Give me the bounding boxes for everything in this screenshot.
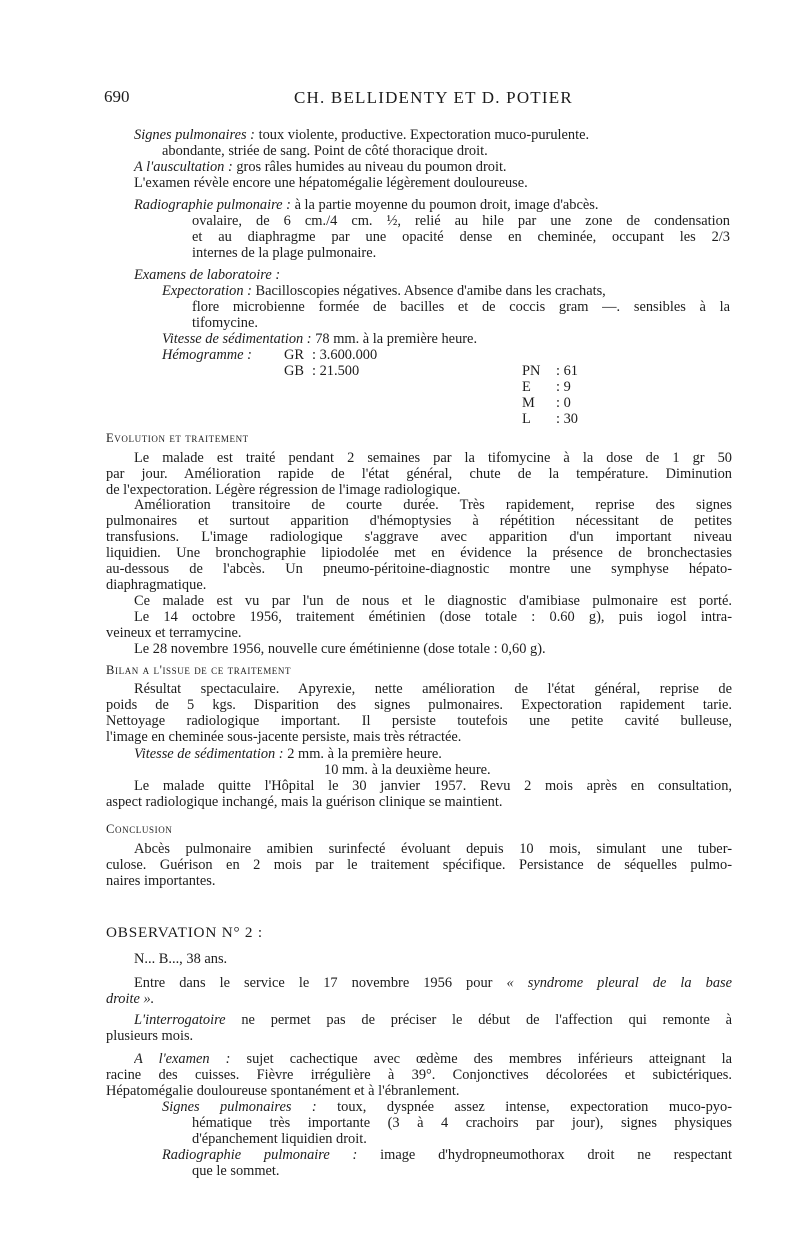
evolution-heading: Evolution et traitement: [106, 431, 249, 445]
examen-line-1: [134, 1051, 732, 1068]
obs-radio-text-1: image d'hydropneumothorax droit ne respectant: [380, 1147, 732, 1163]
evolution-p2-line: Amélioration transitoire de courte durée. Très rapidement, reprise des signes: [134, 497, 732, 513]
evolution-p2-line: au-dessous de l'abcès. Un pneumo-péritoine-diagnostic montre une symphyse hépato-: [106, 561, 732, 577]
bilan-heading: Bilan a l'issue de ce traitement: [106, 663, 292, 677]
interro-label: L'interrogatoire: [134, 1012, 226, 1028]
radio-line-1: [134, 197, 598, 214]
gr-value: : 3.600.000: [312, 347, 378, 363]
interro-text-2: plusieurs mois.: [106, 1028, 194, 1044]
gr-label: GR: [284, 347, 304, 363]
page-number: 690: [104, 87, 130, 106]
examen-label: A l'examen :: [134, 1051, 231, 1067]
radio-text-3: et au diaphragme par une opacité dense en cheminée, occupant les 2/3: [192, 229, 730, 245]
bilan-p1-line: l'image en cheminée sous-jacente persiste, mais très rétractée.: [106, 729, 462, 745]
signes-line: [134, 127, 589, 144]
evolution-p1-line: Le malade est traité pendant 2 semaines par la tifomycine à la dose de 1 gr 50: [134, 450, 732, 466]
signes-text: toux violente, productive. Expectoration muco-purulente.: [258, 127, 590, 143]
conclusion-line: Abcès pulmonaire amibien surinfecté évoluant depuis 10 mois, simulant une tuber-: [134, 841, 732, 857]
bilan-p1-line: poids de 5 kgs. Disparition des signes pulmonaires. Expectoration rapidement tarie.: [106, 697, 732, 713]
labo-heading: Examens de laboratoire :: [134, 267, 281, 283]
obs-radio-label: Radiographie pulmonaire :: [162, 1147, 358, 1163]
radio-label: Radiographie pulmonaire :: [134, 197, 291, 213]
bilan-p2-line: aspect radiologique inchangé, mais la guérison clinique se maintient.: [106, 794, 503, 810]
signes-continuation: abondante, striée de sang. Point de côté thoracique droit.: [162, 143, 488, 159]
evolution-p4-line: veineux et terramycine.: [106, 625, 242, 641]
bilan-p1-line: Nettoyage radiologique important. Il persiste toutefois une petite cavité bulleuse,: [106, 713, 732, 729]
formula-value: : 0: [556, 395, 571, 411]
obs-signes-text-2: hématique très importante (3 à 4 crachoirs par jour), signes physiques: [192, 1115, 732, 1131]
interro-line-1: [134, 1012, 732, 1029]
entry-line-2: droite ».: [106, 991, 155, 1007]
vitesse-text: 78 mm. à la première heure.: [315, 331, 478, 347]
auscultation-text: gros râles humides au niveau du poumon droit.: [236, 159, 507, 175]
obs-signes-line-1: [162, 1099, 732, 1116]
evolution-p3: Ce malade est vu par l'un de nous et le diagnostic d'amibiase pulmonaire est porté.: [134, 593, 732, 609]
obs-signes-text-1: toux, dyspnée assez intense, expectoration muco-pyo-: [337, 1099, 732, 1115]
radio-text-4: internes de la plage pulmonaire.: [192, 245, 377, 261]
formula-value: : 9: [556, 379, 571, 395]
interro-text-1: ne permet pas de préciser le début de l'affection qui remonte à: [241, 1012, 732, 1028]
radio-text-1: à la partie moyenne du poumon droit, image d'abcès.: [294, 197, 599, 213]
conclusion-heading: Conclusion: [106, 822, 173, 836]
radio-text-2: ovalaire, de 6 cm./4 cm. ½, relié au hile par une zone de condensation: [192, 213, 730, 229]
signes-label: Signes pulmonaires :: [134, 127, 255, 143]
examen-text-2: racine des cuisses. Fièvre irrégulière à 39°. Conjonctives décolorées et subictériques.: [106, 1067, 732, 1083]
hemo-label: Hémogramme :: [162, 347, 252, 363]
examen-line: L'examen révèle encore une hépatomégalie légèrement douloureuse.: [134, 175, 528, 191]
examen-text-1: sujet cachectique avec œdème des membres inférieurs atteignant la: [246, 1051, 732, 1067]
expect-line-1: [162, 283, 606, 300]
evolution-p2-line: transfusions. L'image radiologique s'aggrave avec apparition d'un important niveau: [106, 529, 732, 545]
gb-value: : 21.500: [312, 363, 360, 379]
formula-label: M: [522, 395, 535, 411]
expect-text-3: tifomycine.: [192, 315, 258, 331]
entry-quote: « syndrome pleural de la base: [506, 975, 732, 991]
entry-text: Entre dans le service le 17 novembre 1956 pour: [134, 975, 493, 991]
evolution-p2-line: liquidien. Une bronchographie lipiodolée met en évidence la présence de bronchectasies: [106, 545, 732, 561]
formula-label: E: [522, 379, 531, 395]
formula-value: : 61: [556, 363, 578, 379]
examen-text-3: Hépatomégalie douloureuse spontanément et à l'ébranlement.: [106, 1083, 460, 1099]
conclusion-line: culose. Guérison en 2 mois par le traitement spécifique. Persistance de séquelles pulmo-: [106, 857, 732, 873]
formula-value: : 30: [556, 411, 578, 427]
evolution-p1-line: par jour. Amélioration rapide de l'état général, chute de la température. Diminution: [106, 466, 732, 482]
bilan-vitesse-2: 10 mm. à la deuxième heure.: [324, 762, 491, 778]
bilan-vitesse-label: Vitesse de sédimentation :: [134, 746, 284, 762]
bilan-vitesse-1: 2 mm. à la première heure.: [287, 746, 442, 762]
obs-radio-text-2: que le sommet.: [192, 1163, 280, 1179]
observation-title: OBSERVATION N° 2 :: [106, 924, 263, 941]
expect-text-2: flore microbienne formée de bacilles et de coccis gram —. sensibles à la: [192, 299, 730, 315]
expect-text-1: Bacilloscopies négatives. Absence d'amibe dans les crachats,: [255, 283, 606, 299]
obs-signes-label: Signes pulmonaires :: [162, 1099, 317, 1115]
formula-label: L: [522, 411, 531, 427]
expect-label: Expectoration :: [162, 283, 252, 299]
bilan-p1-line: Résultat spectaculaire. Apyrexie, nette amélioration de l'état général, reprise de: [134, 681, 732, 697]
bilan-p2-line: Le malade quitte l'Hôpital le 30 janvier 1957. Revu 2 mois après en consultation,: [134, 778, 732, 794]
evolution-p4-line: Le 14 octobre 1956, traitement émétinien (dose totale : 0.60 g), puis iogol intra-: [134, 609, 732, 625]
vitesse-label: Vitesse de sédimentation :: [162, 331, 312, 347]
evolution-p1-line: de l'expectoration. Légère régression de l'image radiologique.: [106, 482, 461, 498]
evolution-p5: Le 28 novembre 1956, nouvelle cure émétinienne (dose totale : 0,60 g).: [134, 641, 546, 657]
auscultation-line: [134, 159, 507, 176]
running-title: CH. BELLIDENTY ET D. POTIER: [294, 88, 573, 107]
patient-line: N... B..., 38 ans.: [134, 951, 228, 967]
evolution-p2-line: pulmonaires et surtout apparition d'hémoptysies à répétition nécessitant de petites: [106, 513, 732, 529]
gb-label: GB: [284, 363, 304, 379]
evolution-p2-line: diaphragmatique.: [106, 577, 207, 593]
entry-line-1: [134, 975, 732, 992]
formula-label: PN: [522, 363, 541, 379]
obs-radio-line-1: [162, 1147, 732, 1164]
obs-signes-text-3: d'épanchement liquidien droit.: [192, 1131, 367, 1147]
auscultation-label: A l'auscultation :: [134, 159, 233, 175]
vitesse-line: [162, 331, 477, 348]
conclusion-line: naires importantes.: [106, 873, 216, 889]
bilan-vitesse-line: [134, 746, 442, 763]
